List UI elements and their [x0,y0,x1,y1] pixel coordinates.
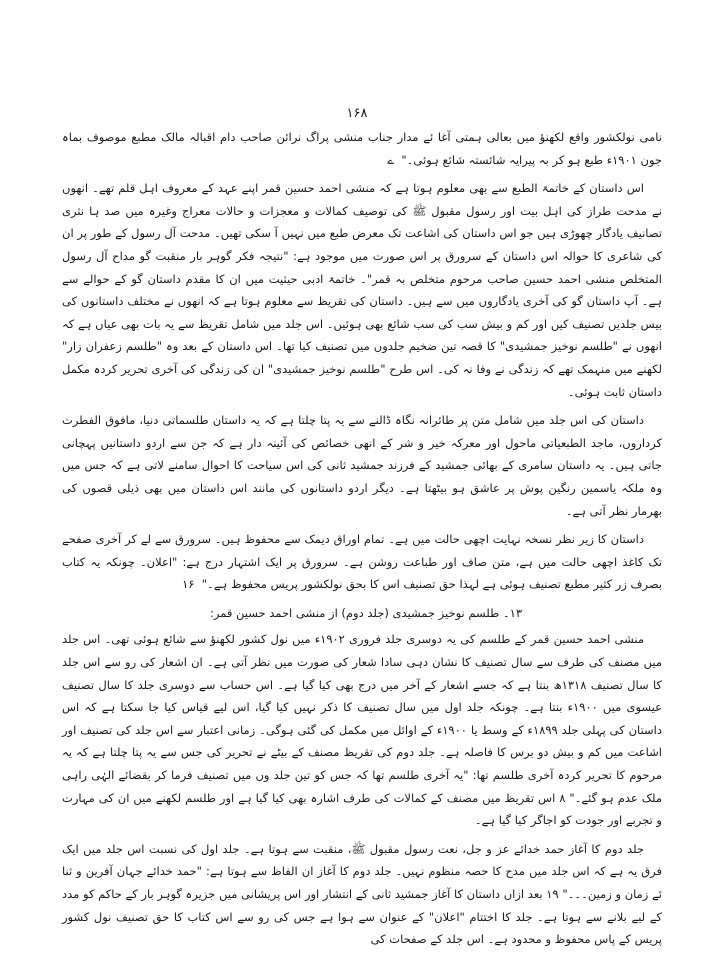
body-text [62,126,662,957]
section-heading: ۱۳۔ طلسم نوخیز جمشیدی (جلد دوم) از منشی احمد حسین قمر: [209,605,522,620]
paragraph-copy-condition: داستان کا زیر نظر نسخہ نہایت اچھی حالت میں ہے۔ تمام اوراق دیمک سے محفوظ ہیں۔ سرورق سے لے کر آخری صفحے تک کاغذ اچھی حالت میں ہے، متن صاف اور طباعت روشن ہے۔ سرورق پر ایک اشتہار درج ہے: "اعلان۔ چونکہ یہ کتاب بصرف زر کثیر مطبع تصنیف ہوئی ہے لہذا حق تصنیف اس کا بحق نولکشور پریس محفوظ ہے۔" ۱۶ [62,532,662,592]
paragraph-volume-two-opening: جلد دوم کا آغاز حمد خدائے عز و جل، نعت رسول مقبول ﷺ، منقبت سے ہوتا ہے۔ جلد اول کی نسبت اس جلد میں ایک فرق یہ ہے کہ اس جلد میں مدح کا حصہ منظوم نہیں۔ جلد دوم کا آغاز ان الفاظ سے ہوتا ہے: "حمد خدائے جہان آفرین و ثنا ئے زمان و زمین۔۔۔" ۱۹ بعد ازاں داستان کا آغاز جمشید ثانی کے انتشار اور اس پریشانی میں جزیرہ گوہر بار کے حاکم کو مدد کے لیے بلانے سے ہوتا ہے۔ جلد کا اختتام "اعلان" کے عنوان سے ہوا ہے جس کی رو سے اس کتاب کا حق تصنیف نول کشور پریس کے پاس محفوظ و محدود ہے۔ اس جلد کے صفحات کی [62,841,662,947]
paragraph-author-background: اس داستان کے خاتمۃ الطبع سے بھی معلوم ہوتا ہے کہ منشی احمد حسین قمر اپنے عہد کے معروف اہل قلم تھے۔ انھوں نے مدحت طراز کی اہل بیت اور رسول مقبول ﷺ کی توصیف کمالات و معجزات و حالات معراج وغیرہ میں صد ہا نثری تصانیف یادگار چھوڑی ہیں جو اس داستان کی اشاعت تک معرض طبع میں نہیں آ سکی تھیں۔ مدحت آل رسول کے طور پر ان کی شاعری کا حوالہ اس داستان کے سرورق پر اس صورت میں موجود ہے: "نتیجہ فکر گوہر بار منقبت گو مداح آل رسول المتخلص منشی احمد حسین صاحب مرحوم متخلص بہ قمر"۔ خاتمۃ ادبی حیثیت میں ان کا مقدم داستان گو کے حوالے سے ہے۔ آپ داستان گو کی آخری یادگاروں میں سے ہیں۔ داستان کی تقریظ سے معلوم ہوتا ہے کہ انھوں نے مختلف داستانوں کی بیس جلدیں تصنیف کیں اور کم و بیش سب کی سب شائع بھی ہوئیں۔ اس جلد میں شامل تقریظ سے یہ بات بھی عیاں ہے کہ انھوں نے "طلسم نوخیز جمشیدی" کا قصہ تین ضخیم جلدوں میں تصنیف کیا تھا۔ اس داستان کے بعد وہ "طلسم زعفران زار" لکھنے میں منہمک تھے کہ زندگی نے وفا نہ کی۔ اس طرح "طلسم نوخیز جمشیدی" ان کی زندگی کی آخری تحریر کردہ مکمل داستان ثابت ہوئی۔ [62,181,662,399]
page-number: ۱۶۸ [346,106,368,121]
paragraph-continuation: نامی نولکشور واقع لکھنؤ میں بعالی ہمتی آغا ئے مدار جناب منشی پراگ نرائن صاحب دام اقبالہ مالک مطبع موصوف بماہ جون ۱۹۰۱ء طبع ہو کر بہ پیرایہ شائستہ شائع ہوئی۔" ے [62,130,662,167]
paragraph-volume-two-dating: منشی احمد حسین قمر کے طلسم کی یہ دوسری جلد فروری ۱۹۰۲ء میں نول کشور لکھنؤ سے شائع ہوئی تھی۔ اس جلد میں مصنف کی طرف سے سال تصنیف کا نشان دہی سادا شعار کی صورت میں نظر آتی ہے۔ ان اشعار کی رو سے اس جلد کا سال تصنیف ۱۳۱۸ھ بنتا ہے کہ جسے اشعار کے آخر میں درج بھی کیا گیا ہے۔ اس حساب سے دوسری جلد کا سال تصنیف عیسوی میں ۱۹۰۰ء بنتا ہے۔ چونکہ جلد اول میں سال تصنیف کا ذکر نہیں کیا گیا، اس لیے قیاس کیا جا سکتا ہے کہ اس داستان کی پہلی جلد ۱۸۹۹ء کے وسط یا ۱۹۰۰ء کے اوائل میں مکمل کی گئی ہوگی۔ زمانی اعتبار سے اس جلد کی تصنیف اور اشاعت میں کم و بیش دو برس کا فاصلہ ہے۔ جلد دوم کی تقریظ مصنف کے بیٹے نے تحریر کی جس سے یہ پتا چلتا ہے کہ یہ مرحوم کا تحریر کردہ آخری طلسم تھا: "یہ آخری طلسم تھا کہ جس کو تین جلد وں میں تصنیف فرما کر بقضائے الہٰی راہی ملک عدم ہو گئے۔" ۸ اس تقریظ میں مصنف کے کمالات کی طرف اشارہ بھی کیا گیا ہے اور طلسم لکھنے میں ان کی مہارت و تجربے اور جودت کو اجاگر کیا گیا ہے۔ [62,632,662,828]
paragraph-story-summary: داستان کی اس جلد میں شامل متن پر طائرانہ نگاہ ڈالنے سے یہ پتا چلتا ہے کہ یہ داستان طلسماتی دنیا، مافوق الفطرت کرداروں، ماجد الطبعیاتی ماحول اور معرکہ خیر و شر کے انھی خصائص کی آئینہ دار ہے کہ جن سے اردو داستانیں پہچانی جاتی ہیں۔ یہ داستان سامری کے بھائی جمشید کے فرزند جمشید ثانی کی اس سیاحت کا احوال سامنے لاتی ہے کہ جس میں وہ ملکہ یاسمین رنگین پوش پر عاشق ہو بیٹھتا ہے۔ دیگر اردو داستانوں کی مانند اس داستان میں بھی ذیلی قصوں کی بھرمار نظر آتی ہے۔ [62,413,662,518]
